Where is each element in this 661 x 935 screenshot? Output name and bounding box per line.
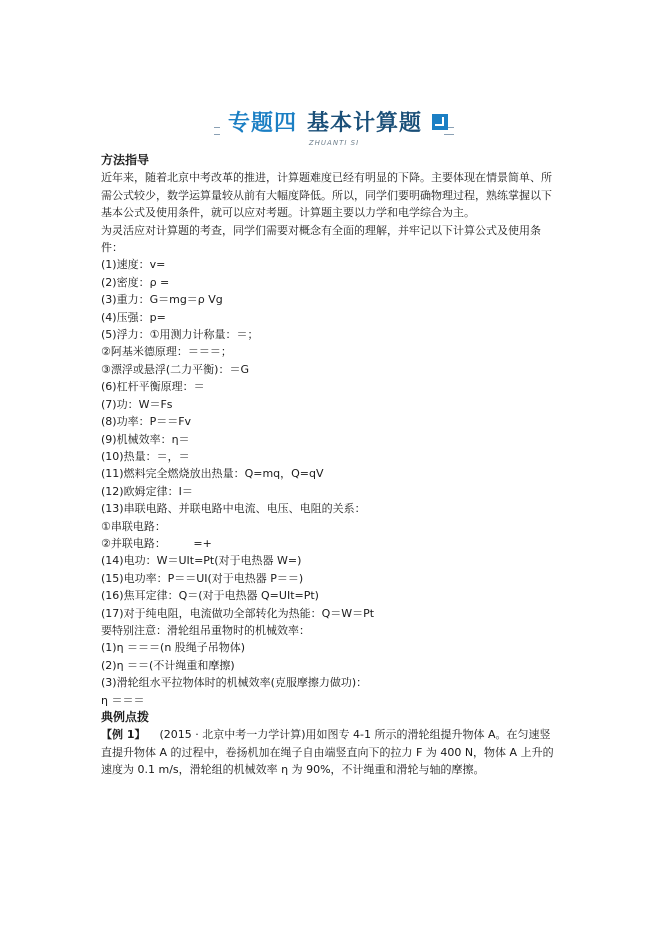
title-banner <box>214 101 454 151</box>
formula-line: (12)欧姆定律：I＝ <box>101 484 193 498</box>
formula-line: 要特别注意：滑轮组吊重物时的机械效率： <box>101 623 310 637</box>
formula-line: (9)机械效率：η＝ <box>101 432 190 446</box>
title-main: 专题四 <box>228 111 298 136</box>
formula-list <box>101 256 561 709</box>
title-pinyin: ZHUANTI SI <box>308 139 360 147</box>
formula-line: (6)杠杆平衡原理：＝ <box>101 380 205 394</box>
formula-line: (1)速度：v= <box>101 258 166 272</box>
formula-line: (4)压强：p= <box>101 310 166 324</box>
arrow-corner-icon <box>432 114 448 130</box>
example-text: (2015 · 北京中考一力学计算)用如图专 4-1 所示的滑轮组提升物体 A。在匀速竖直提升物体 A 的过程中，卷扬机加在绳子自由端竖直向下的拉力 F 为 400 N，物体 A 上升的速度为 0.1 m/s，滑轮组的机械效率 η 为 90%，不计绳重和滑轮与轴的摩擦。 <box>101 728 554 777</box>
formula-line: (7)功：W＝Fs <box>101 397 173 411</box>
formula-line: ③漂浮或悬浮(二力平衡)：＝G <box>101 362 249 376</box>
formula-line: (13)串联电路、并联电路中电流、电压、电阻的关系： <box>101 502 366 516</box>
formula-line: (14)电功：W＝UIt=Pt(对于电热器 W=) <box>101 554 302 568</box>
example-heading: 典例点拨 <box>101 710 150 724</box>
formula-line: (5)浮力：①用测力计称量：＝； <box>101 328 259 342</box>
formula-line: (10)热量：＝，＝ <box>101 449 190 463</box>
formula-line: (15)电功率：P＝＝UI(对于电热器 P＝＝) <box>101 571 304 585</box>
page-title <box>228 106 422 137</box>
formula-line: (3)重力：G＝mg＝ρ Vg <box>101 293 223 307</box>
banner-box <box>220 104 444 138</box>
method-heading: 方法指导 <box>101 153 150 167</box>
formula-line: (2)η ＝＝(不计绳重和摩擦) <box>101 658 235 672</box>
formula-line: ②并联电路： =+ <box>101 536 212 550</box>
formula-line: (2)密度：ρ = <box>101 275 170 289</box>
formula-line: (11)燃料完全燃烧放出热量：Q=mq，Q=qV <box>101 467 324 481</box>
formula-line: ①串联电路： <box>101 519 166 533</box>
method-intro-paragraph-2: 为灵活应对计算题的考查，同学们需要对概念有全面的理解，并牢记以下计算公式及使用条件： <box>101 223 541 255</box>
title-sub: 基本计算题 <box>307 111 423 136</box>
method-intro-paragraph: 近年来，随着北京中考改革的推进，计算题难度已经有明显的下降。主要体现在情景简单、所需公式较少，数学运算量较从前有大幅度降低。所以，同学们要明确物理过程，熟练掌握以下基本公式及使用条件，就可以应对考题。计算题主要以力学和电学综合为主。 <box>101 171 552 220</box>
formula-line: (3)滑轮组水平拉物体时的机械效率(克服摩擦力做功)： <box>101 676 368 690</box>
formula-line: (17)对于纯电阻，电流做功全部转化为热能：Q＝W＝Pt <box>101 606 375 620</box>
formula-line: ②阿基米德原理：＝＝＝； <box>101 345 232 359</box>
formula-line: (1)η ＝＝＝(n 股绳子吊物体) <box>101 641 246 655</box>
example-1 <box>101 726 561 778</box>
formula-line: (16)焦耳定律：Q＝(对于电热器 Q=UIt=Pt) <box>101 589 319 603</box>
example-label: 【例 1】 <box>101 728 146 742</box>
formula-line: η ＝＝＝ <box>101 693 145 707</box>
formula-line: (8)功率：P＝＝Fv <box>101 415 192 429</box>
document-body <box>101 152 561 779</box>
